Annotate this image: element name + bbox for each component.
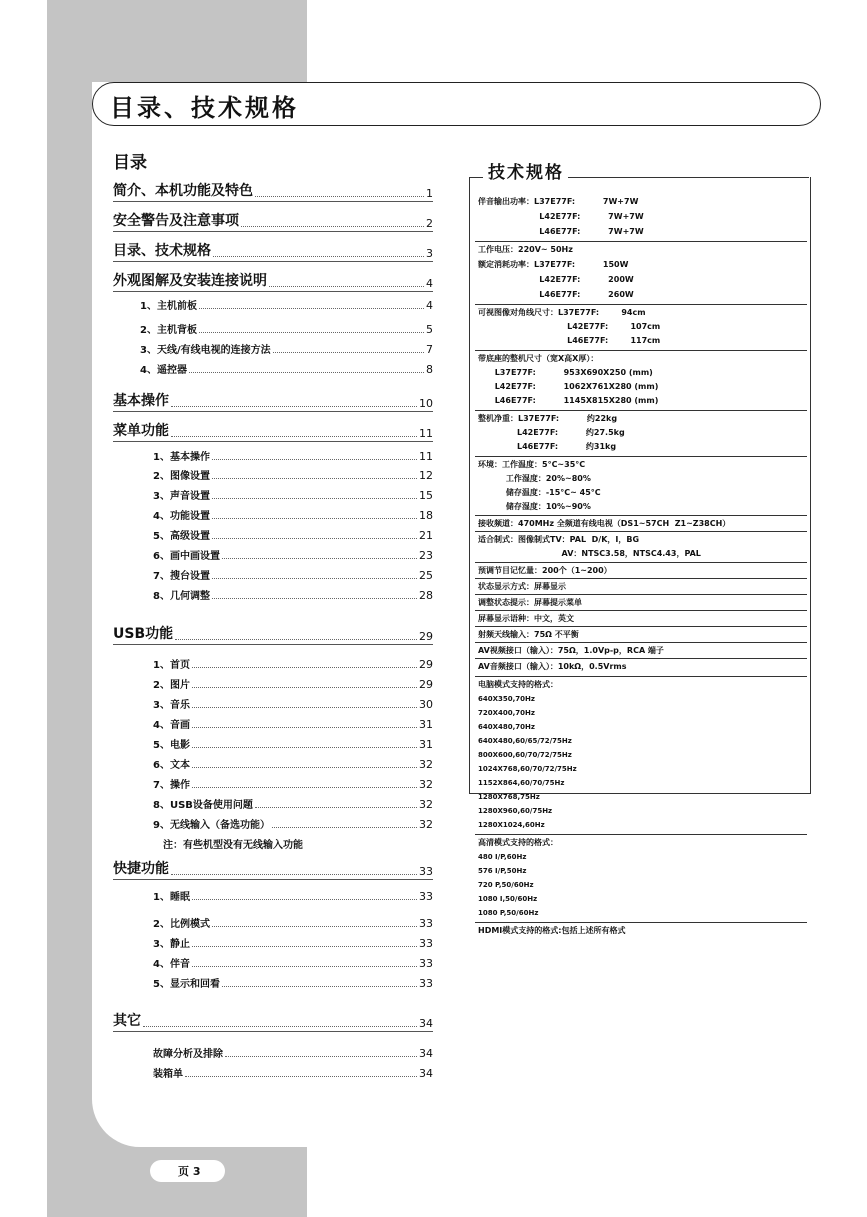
toc-entry xyxy=(113,656,433,671)
toc-entry-page: 32 xyxy=(419,778,433,791)
toc-entry-label: 其它 xyxy=(113,1013,141,1029)
toc-entry-page: 11 xyxy=(419,427,433,440)
toc-entry xyxy=(113,816,433,831)
spec-divider xyxy=(475,676,807,677)
toc-entry xyxy=(113,975,433,990)
toc-entry-label: 3、静止 xyxy=(153,939,190,950)
toc-entry-page: 4 xyxy=(426,277,433,290)
toc-entry-label: 3、音乐 xyxy=(153,700,190,711)
toc-entry-page: 34 xyxy=(419,1067,433,1080)
spec-line: 储存温度：-15°C~ 45°C xyxy=(478,488,601,497)
toc-entry-page: 12 xyxy=(419,469,433,482)
toc-leader-dots xyxy=(272,826,417,828)
toc-leader-dots xyxy=(212,925,417,927)
toc-entry xyxy=(113,467,433,482)
toc-entry-label: 4、功能设置 xyxy=(153,511,210,522)
toc-entry-page: 10 xyxy=(419,397,433,410)
spec-line: L37E77F: 953X690X250 (mm) xyxy=(478,368,653,377)
spec-line: 整机净重：L37E77F: 约22kg xyxy=(478,414,618,423)
toc-entry-page: 2 xyxy=(426,217,433,230)
toc-leader-dots xyxy=(171,873,417,875)
toc-entry xyxy=(113,858,433,880)
toc-leader-dots xyxy=(273,351,424,353)
toc-leader-dots xyxy=(212,477,417,479)
toc-entry-page: 34 xyxy=(419,1017,433,1030)
toc-entry-page: 25 xyxy=(419,569,433,582)
toc-leader-dots xyxy=(192,945,417,947)
toc-leader-dots xyxy=(192,666,417,668)
spec-line: 1152X864,60/70/75Hz xyxy=(478,779,565,787)
spec-line: 高清模式支持的格式： xyxy=(478,838,558,847)
toc-entry-label: 6、画中画设置 xyxy=(153,551,220,562)
toc-entry-page: 7 xyxy=(426,343,433,356)
spec-line: 预调节目记忆量：200个（1~200） xyxy=(478,566,612,575)
toc-leader-dots xyxy=(192,706,417,708)
spec-line: AV视频接口（输入）：75Ω，1.0Vp-p，RCA 端子 xyxy=(478,646,664,655)
toc-entry-label: 1、基本操作 xyxy=(153,452,210,463)
spec-divider xyxy=(475,410,807,411)
toc-entry-page: 23 xyxy=(419,549,433,562)
spec-divider xyxy=(475,626,807,627)
spec-line: 屏幕显示语种：中文，英文 xyxy=(478,614,574,623)
toc-entry xyxy=(113,321,433,336)
spec-divider xyxy=(475,531,807,532)
toc-entry-label: 快捷功能 xyxy=(113,861,169,877)
toc-entry-label: 3、天线/有线电视的连接方法 xyxy=(140,345,271,356)
toc-entry-page: 8 xyxy=(426,363,433,376)
spec-line: 状态显示方式：屏幕显示 xyxy=(478,582,566,591)
toc-entry-page: 29 xyxy=(419,678,433,691)
spec-line: 720X400,70Hz xyxy=(478,709,535,717)
toc-leader-dots xyxy=(199,307,424,309)
toc-entry-label: 5、显示和回看 xyxy=(153,979,220,990)
toc-entry-page: 3 xyxy=(426,247,433,260)
spec-divider xyxy=(475,350,807,351)
spec-divider xyxy=(475,515,807,516)
toc-entry-page: 31 xyxy=(419,718,433,731)
toc-entry-page: 32 xyxy=(419,758,433,771)
toc-entry-label: 故障分析及排除 xyxy=(153,1049,223,1060)
toc-leader-dots xyxy=(171,435,417,437)
toc-entry xyxy=(113,180,433,202)
spec-line: 工作湿度：20%~80% xyxy=(478,474,591,483)
spec-line: L42E77F: 1062X761X280 (mm) xyxy=(478,382,659,391)
toc-entry xyxy=(113,297,433,312)
toc-entry-page: 32 xyxy=(419,798,433,811)
spec-line: L46E77F: 117cm xyxy=(478,336,661,345)
toc-entry xyxy=(113,1045,433,1060)
toc-leader-dots xyxy=(192,746,417,748)
toc-entry-page: 1 xyxy=(426,187,433,200)
spec-divider xyxy=(475,594,807,595)
toc-entry xyxy=(113,955,433,970)
page-title: 目录、技术规格 xyxy=(110,94,299,122)
spec-line: 电脑模式支持的格式： xyxy=(478,680,558,689)
toc-entry-label: 4、遥控器 xyxy=(140,365,187,376)
toc-entry-label: 安全警告及注意事项 xyxy=(113,213,239,229)
toc-leader-dots xyxy=(143,1025,417,1027)
spec-line: 带底座的整机尺寸（宽X高X厚）： xyxy=(478,354,599,363)
toc-leader-dots xyxy=(212,458,417,460)
spec-divider xyxy=(475,642,807,643)
toc-entry-page: 33 xyxy=(419,917,433,930)
spec-heading: 技术规格 xyxy=(488,163,564,183)
spec-line: 额定消耗功率：L37E77F: 150W xyxy=(478,260,629,269)
toc-entry-label: 1、首页 xyxy=(153,660,190,671)
spec-line: 640X480,70Hz xyxy=(478,723,535,731)
spec-line: 可视图像对角线尺寸：L37E77F: 94cm xyxy=(478,308,646,317)
spec-line: L42E77F: 107cm xyxy=(478,322,661,331)
toc-leader-dots xyxy=(192,786,417,788)
spec-line: 适合制式：图像制式TV：PAL D/K，I，BG xyxy=(478,535,640,544)
toc-leader-dots xyxy=(192,686,417,688)
toc-entry-label: 4、伴音 xyxy=(153,959,190,970)
toc-leader-dots xyxy=(192,965,417,967)
toc-leader-dots xyxy=(269,285,424,287)
toc-entry xyxy=(113,210,433,232)
toc-entry xyxy=(113,270,433,292)
toc-entry xyxy=(113,1065,433,1080)
toc-entry xyxy=(113,796,433,811)
toc-entry xyxy=(113,676,433,691)
toc-entry-label: 2、主机背板 xyxy=(140,325,197,336)
toc-entry-page: 33 xyxy=(419,890,433,903)
toc-entry-label: 1、主机前板 xyxy=(140,301,197,312)
toc-entry xyxy=(113,623,433,645)
toc-entry xyxy=(113,507,433,522)
toc-entry-page: 28 xyxy=(419,589,433,602)
toc-entry xyxy=(113,567,433,582)
spec-divider xyxy=(475,304,807,305)
spec-divider xyxy=(475,578,807,579)
spec-divider xyxy=(475,456,807,457)
toc-entry-label: 1、睡眠 xyxy=(153,892,190,903)
toc-entry-label: 8、几何调整 xyxy=(153,591,210,602)
toc-entry xyxy=(113,487,433,502)
toc-entry-page: 32 xyxy=(419,818,433,831)
spec-line: 800X600,60/70/72/75Hz xyxy=(478,751,572,759)
toc-entry xyxy=(113,527,433,542)
toc-entry-label: 目录、技术规格 xyxy=(113,243,211,259)
spec-line: 工作电压：220V~ 50Hz xyxy=(478,245,573,254)
spec-line: 1280X1024,60Hz xyxy=(478,821,545,829)
toc-leader-dots xyxy=(199,331,424,333)
toc-entry-label: 外观图解及安装连接说明 xyxy=(113,273,267,289)
toc-entry-label: 注：有些机型没有无线输入功能 xyxy=(163,840,303,851)
toc-entry-page: 30 xyxy=(419,698,433,711)
spec-line: L46E77F: 1145X815X280 (mm) xyxy=(478,396,659,405)
toc-leader-dots xyxy=(225,1055,417,1057)
page-number: 页 3 xyxy=(178,1165,201,1178)
spec-line: 480 I/P,60Hz xyxy=(478,853,527,861)
toc-leader-dots xyxy=(212,537,417,539)
toc-entry-label: 7、操作 xyxy=(153,780,190,791)
toc-leader-dots xyxy=(212,597,417,599)
spec-line: 储存湿度：10%~90% xyxy=(478,502,591,511)
toc-entry xyxy=(113,888,433,903)
toc-entry-label: 2、图像设置 xyxy=(153,471,210,482)
spec-divider xyxy=(475,658,807,659)
toc-entry xyxy=(113,736,433,751)
toc-entry-page: 21 xyxy=(419,529,433,542)
toc-entry-page: 15 xyxy=(419,489,433,502)
toc-entry xyxy=(113,776,433,791)
toc-entry-page: 11 xyxy=(419,450,433,463)
toc-entry xyxy=(113,341,433,356)
spec-line: 射频天线输入：75Ω 不平衡 xyxy=(478,630,579,639)
spec-line: 调整状态提示：屏幕提示菜单 xyxy=(478,598,582,607)
toc-entry xyxy=(113,1010,433,1032)
spec-line: HDMI模式支持的格式:包括上述所有格式 xyxy=(478,926,626,935)
spec-line: 720 P,50/60Hz xyxy=(478,881,534,889)
spec-line: L46E77F: 约31kg xyxy=(478,442,617,451)
toc-entry xyxy=(113,390,433,412)
toc-entry-label: 3、声音设置 xyxy=(153,491,210,502)
spec-line: L42E77F: 200W xyxy=(478,275,634,284)
spec-line: L42E77F: 7W+7W xyxy=(478,212,644,221)
toc-entry-label: 装箱单 xyxy=(153,1069,183,1080)
toc-entry xyxy=(113,240,433,262)
toc-entry xyxy=(113,587,433,602)
toc-entry xyxy=(113,836,433,851)
toc-entry-page: 29 xyxy=(419,658,433,671)
toc-entry-page: 33 xyxy=(419,937,433,950)
toc-leader-dots xyxy=(212,577,417,579)
toc-entry-page: 29 xyxy=(419,630,433,643)
toc-entry xyxy=(113,935,433,950)
toc-leader-dots xyxy=(175,638,417,640)
toc-entry-page: 33 xyxy=(419,957,433,970)
toc-entry-page: 33 xyxy=(419,977,433,990)
toc-entry-label: 2、比例模式 xyxy=(153,919,210,930)
toc-leader-dots xyxy=(192,898,417,900)
spec-line: 1080 P,50/60Hz xyxy=(478,909,539,917)
toc-entry xyxy=(113,420,433,442)
spec-line: 1280X960,60/75Hz xyxy=(478,807,553,815)
toc-entry xyxy=(113,716,433,731)
spec-line: 环境：工作温度：5°C~35°C xyxy=(478,460,586,469)
toc-leader-dots xyxy=(255,806,417,808)
toc-leader-dots xyxy=(171,405,417,407)
spec-line: L46E77F: 260W xyxy=(478,290,634,299)
spec-line: 1024X768,60/70/72/75Hz xyxy=(478,765,577,773)
toc-entry-label: 5、高级设置 xyxy=(153,531,210,542)
toc-entry-page: 4 xyxy=(426,299,433,312)
spec-line: L42E77F: 约27.5kg xyxy=(478,428,625,437)
spec-line: AV：NTSC3.58，NTSC4.43，PAL xyxy=(478,549,701,558)
toc-entry xyxy=(113,361,433,376)
toc-leader-dots xyxy=(189,371,424,373)
spec-line: 576 I/P,50Hz xyxy=(478,867,527,875)
toc-leader-dots xyxy=(213,255,424,257)
spec-line: 640X480,60/65/72/75Hz xyxy=(478,737,572,745)
spec-line: 640X350,70Hz xyxy=(478,695,535,703)
toc-leader-dots xyxy=(241,225,424,227)
spec-line: 1280X768,75Hz xyxy=(478,793,540,801)
toc-entry-label: 4、音画 xyxy=(153,720,190,731)
toc-leader-dots xyxy=(222,557,417,559)
toc-entry xyxy=(113,547,433,562)
spec-line: 接收频道：470MHz 全频道有线电视（DS1~57CH Z1~Z38CH） xyxy=(478,519,731,528)
spec-line: L46E77F: 7W+7W xyxy=(478,227,644,236)
toc-entry xyxy=(113,696,433,711)
toc-entry-label: 5、电影 xyxy=(153,740,190,751)
toc-entry-page: 34 xyxy=(419,1047,433,1060)
spec-divider xyxy=(475,562,807,563)
toc-entry-label: 7、搜台设置 xyxy=(153,571,210,582)
toc-entry xyxy=(113,915,433,930)
spec-divider xyxy=(475,834,807,835)
toc-entry-label: 9、无线输入（备选功能） xyxy=(153,820,270,831)
spec-divider xyxy=(475,610,807,611)
toc-leader-dots xyxy=(192,766,417,768)
toc-leader-dots xyxy=(185,1075,417,1077)
toc-entry-label: 简介、本机功能及特色 xyxy=(113,183,253,199)
toc-heading: 目录 xyxy=(113,153,147,173)
toc-leader-dots xyxy=(192,726,417,728)
spec-line: AV音频接口（输入）：10kΩ，0.5Vrms xyxy=(478,662,627,671)
toc-entry-label: 2、图片 xyxy=(153,680,190,691)
toc-entry-page: 5 xyxy=(426,323,433,336)
toc-entry-page: 33 xyxy=(419,865,433,878)
toc-entry xyxy=(113,756,433,771)
toc-leader-dots xyxy=(255,195,424,197)
toc-entry-label: 基本操作 xyxy=(113,393,169,409)
toc-leader-dots xyxy=(212,497,417,499)
spec-divider xyxy=(475,241,807,242)
spec-line: 1080 I,50/60Hz xyxy=(478,895,538,903)
toc-leader-dots xyxy=(212,517,417,519)
spec-divider xyxy=(475,922,807,923)
toc-entry-page: 18 xyxy=(419,509,433,522)
toc-entry-label: 菜单功能 xyxy=(113,423,169,439)
toc-entry-label: 6、文本 xyxy=(153,760,190,771)
spec-line: 伴音输出功率：L37E77F: 7W+7W xyxy=(478,197,639,206)
toc-leader-dots xyxy=(222,985,417,987)
toc-entry-page: 31 xyxy=(419,738,433,751)
toc-entry-label: USB功能 xyxy=(113,626,174,642)
toc-entry xyxy=(113,448,433,463)
toc-entry-label: 8、USB设备使用问题 xyxy=(153,800,253,811)
